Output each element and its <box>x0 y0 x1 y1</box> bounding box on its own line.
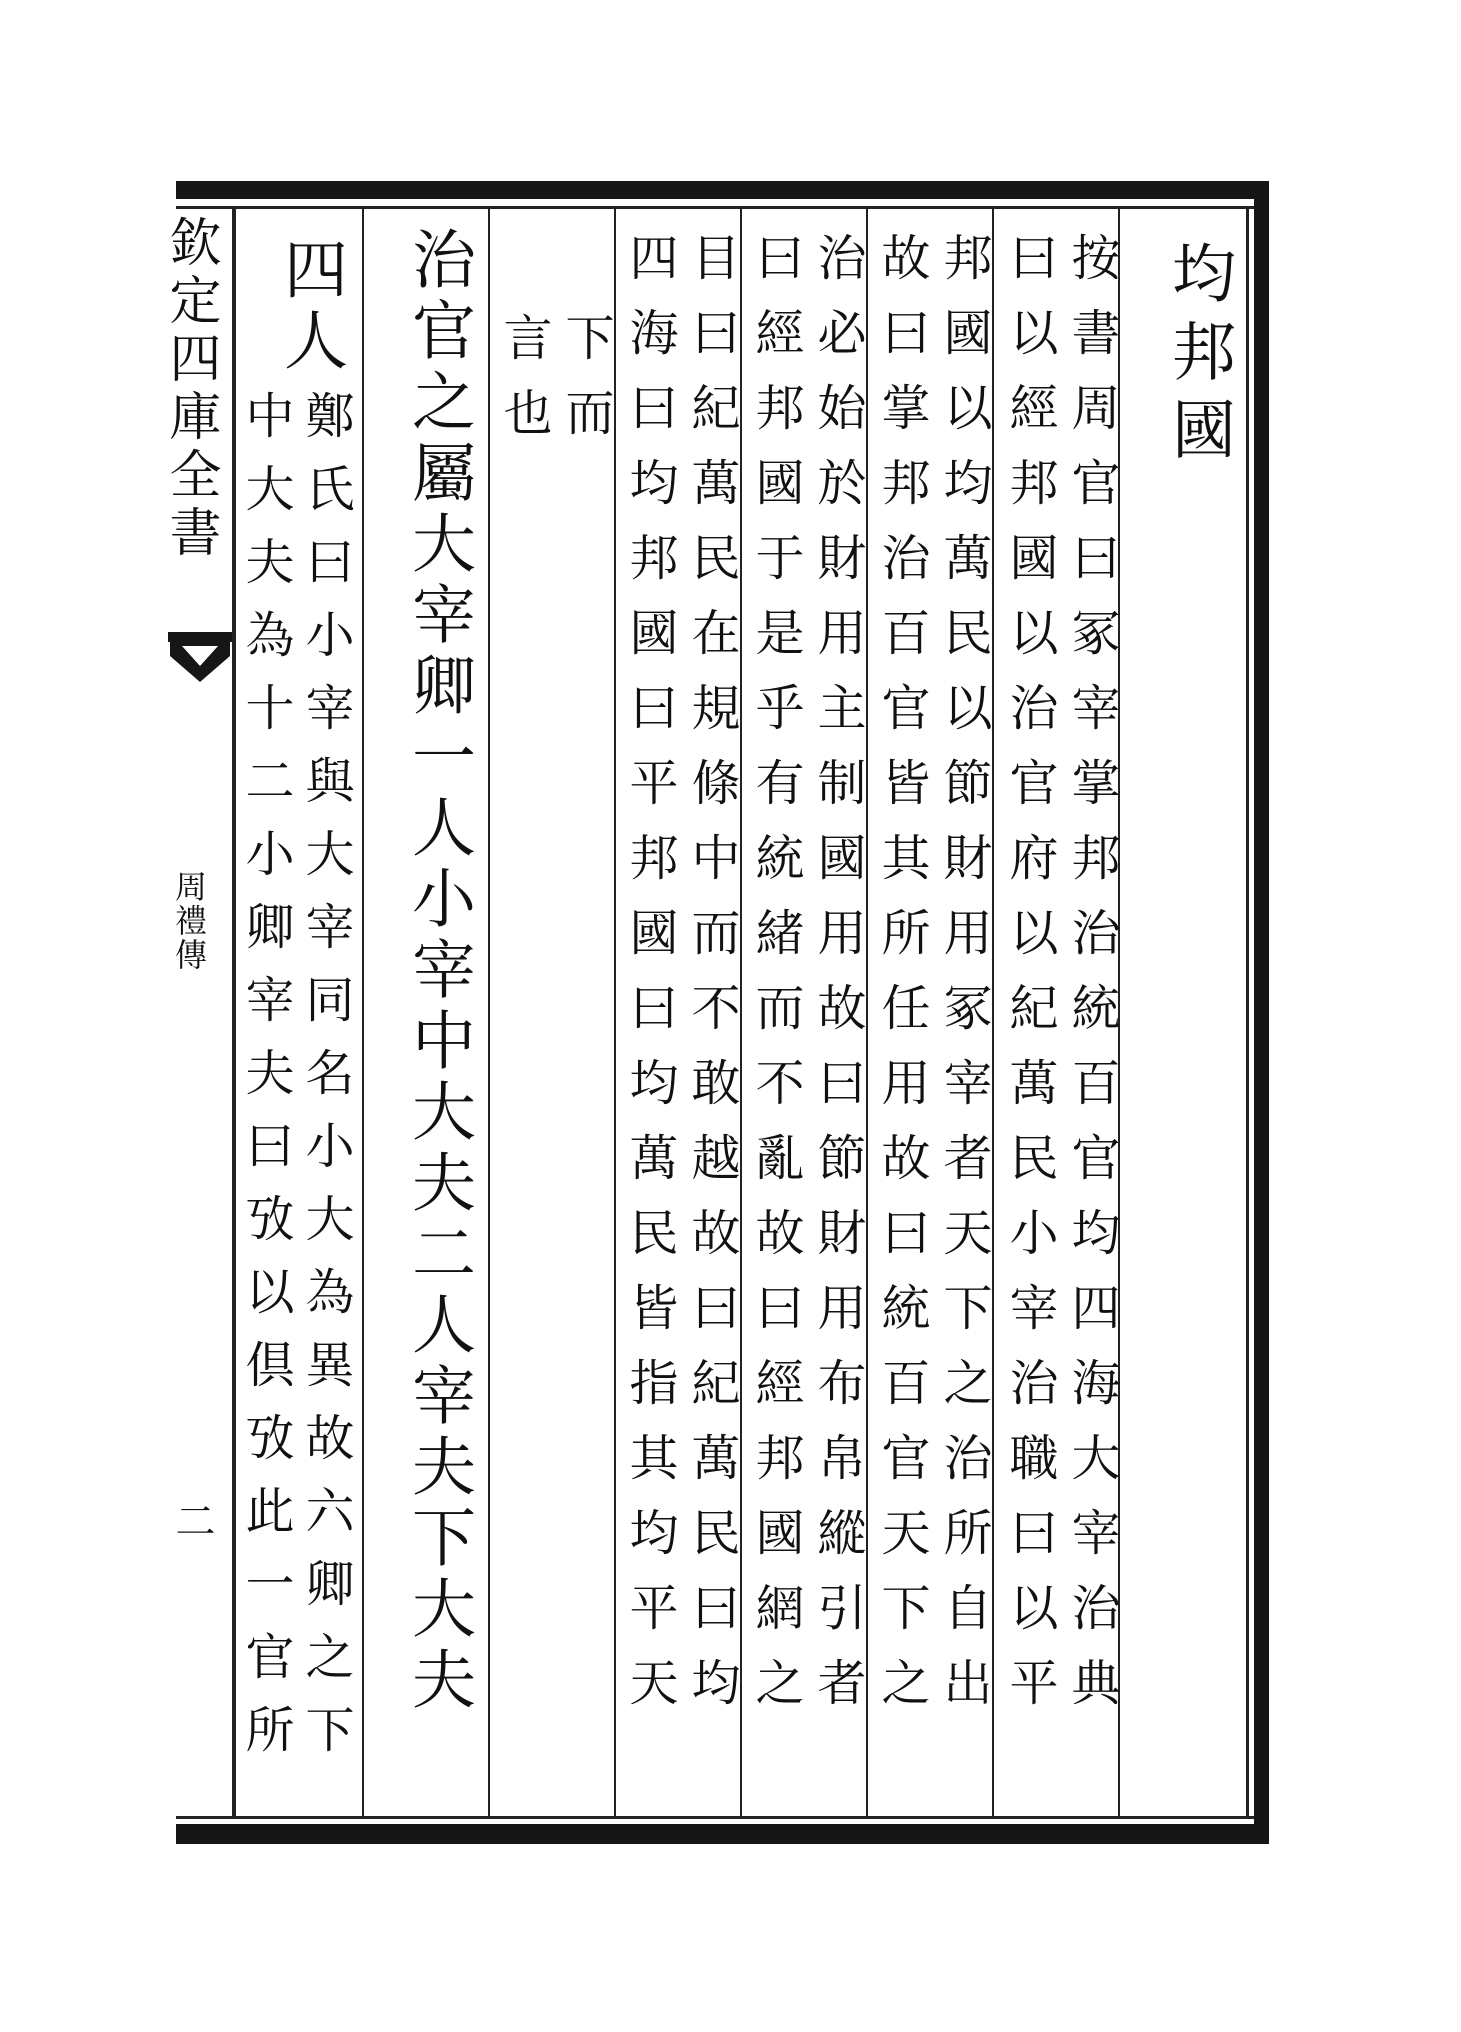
frame-right-border <box>1254 195 1269 1841</box>
commentary-line: 按書周官曰冢宰掌邦治統百官均四海大宰治典 <box>1064 232 1121 1732</box>
frame-right-inner-line <box>1246 209 1249 1819</box>
main-text-line: 治官之屬大宰卿一人小宰中大夫二人宰夫下大夫 <box>401 226 475 1717</box>
commentary-line: 四海曰均邦國曰平邦國曰均萬民皆指其均平天 <box>622 232 679 1732</box>
column-rule <box>488 209 490 1817</box>
frame-top-inner-line <box>176 206 1269 209</box>
commentary-line: 言也 <box>496 312 553 462</box>
section-title: 周禮傳 <box>170 870 208 972</box>
book-title: 欽定四庫全書 <box>160 215 220 563</box>
commentary-line: 目曰紀萬民在規條中而不敢越故曰紀萬民曰均 <box>684 232 741 1732</box>
commentary-line: 邦國以均萬民以節財用冢宰者天下之治所自出 <box>936 232 993 1732</box>
page-number: 二 <box>169 1500 215 1540</box>
annotation-line: 中大夫為十二小卿宰夫曰攷以倶攷此一官所 <box>238 390 295 1777</box>
commentary-line: 故曰掌邦治百官皆其所任用故曰統百官天下之 <box>874 232 931 1732</box>
frame-top-border <box>176 181 1269 199</box>
commentary-line: 曰以經邦國以治官府以紀萬民小宰治職曰以平 <box>1002 232 1059 1732</box>
fishtail-mark-icon <box>168 632 232 690</box>
commentary-line: 曰經邦國于是乎有統緒而不亂故曰經邦國網之 <box>748 232 805 1732</box>
column-rule <box>362 209 364 1817</box>
commentary-line: 治必始於財用主制國用故曰節財用布帛縱引者 <box>810 232 867 1732</box>
entry-heading: 均邦國 <box>1161 240 1235 474</box>
main-text-line: 四人 <box>273 236 347 378</box>
annotation-line: 鄭氏曰小宰與大宰同名小大為異故六卿之下 <box>298 390 355 1777</box>
commentary-line: 下而 <box>558 312 615 462</box>
